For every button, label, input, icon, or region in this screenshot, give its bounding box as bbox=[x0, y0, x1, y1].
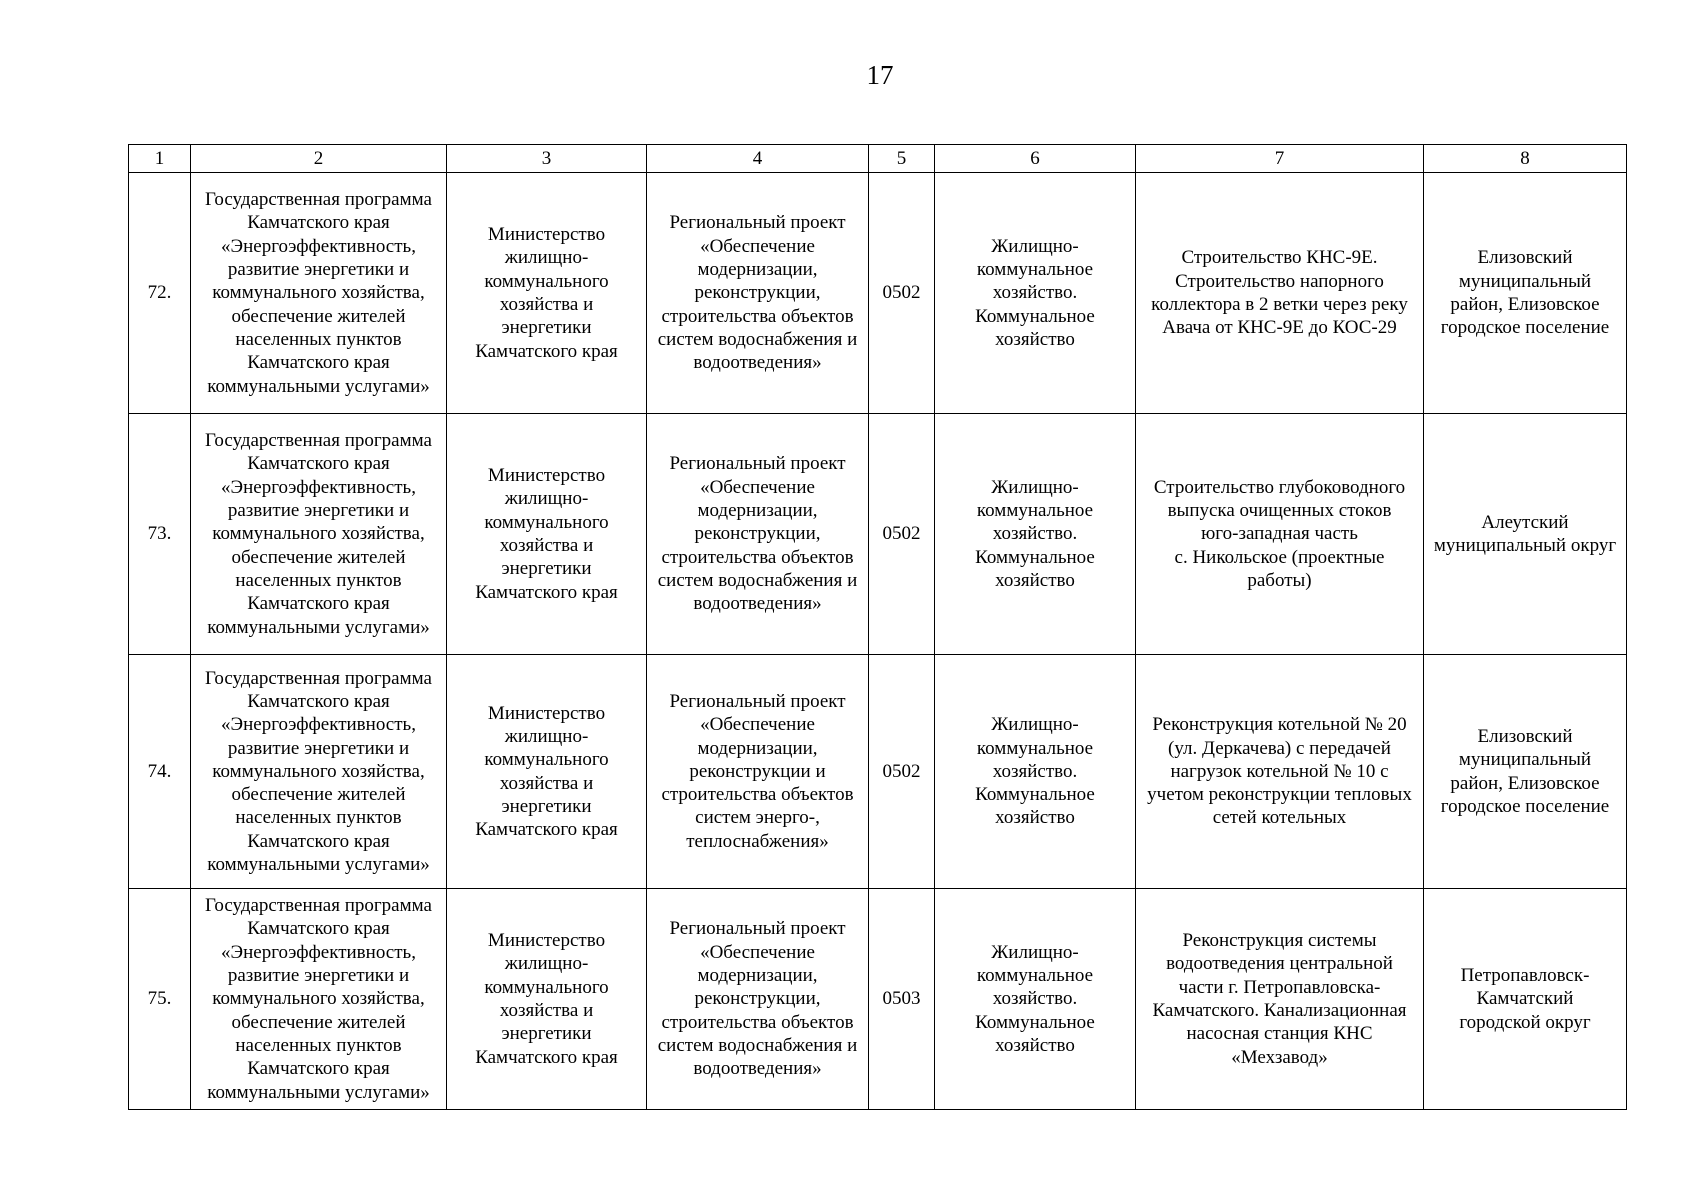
column-number-cell: 4 bbox=[647, 145, 869, 173]
column-number-cell: 6 bbox=[935, 145, 1136, 173]
location-cell: Елизовский муниципальный район, Елизовское городское поселение bbox=[1424, 173, 1627, 414]
object-cell: Реконструкция системы водоотведения центральной части г. Петропавловска- Камчатского. Канализационная насосная станция КНС «Мехзавод» bbox=[1136, 889, 1424, 1110]
code-cell: 0503 bbox=[869, 889, 935, 1110]
program-cell: Государственная программа Камчатского края «Энергоэффективность, развитие энергетики и коммунального хозяйства, обеспечение жителей населенных пунктов Камчатского края коммунальными услугами» bbox=[191, 414, 447, 655]
executor-cell: Министерство жилищно- коммунального хозяйства и энергетики Камчатского края bbox=[447, 889, 647, 1110]
row-number-cell: 72. bbox=[129, 173, 191, 414]
column-number-cell: 7 bbox=[1136, 145, 1424, 173]
sector-cell: Жилищно- коммунальное хозяйство. Коммунальное хозяйство bbox=[935, 414, 1136, 655]
project-cell: Региональный проект «Обеспечение модернизации, реконструкции, строительства объектов систем водоснабжения и водоотведения» bbox=[647, 414, 869, 655]
table-row bbox=[129, 655, 1627, 889]
object-cell: Строительство КНС-9Е. Строительство напорного коллектора в 2 ветки через реку Авача от КНС-9Е до КОС-29 bbox=[1136, 173, 1424, 414]
objects-table bbox=[128, 144, 1627, 1110]
program-cell: Государственная программа Камчатского края «Энергоэффективность, развитие энергетики и коммунального хозяйства, обеспечение жителей населенных пунктов Камчатского края коммунальными услугами» bbox=[191, 655, 447, 889]
location-cell: Алеутский муниципальный округ bbox=[1424, 414, 1627, 655]
code-cell: 0502 bbox=[869, 655, 935, 889]
object-cell: Строительство глубоководного выпуска очищенных стоков юго-западная часть с. Никольское (проектные работы) bbox=[1136, 414, 1424, 655]
table-row bbox=[129, 173, 1627, 414]
column-number-cell: 1 bbox=[129, 145, 191, 173]
sector-cell: Жилищно- коммунальное хозяйство. Коммунальное хозяйство bbox=[935, 173, 1136, 414]
location-cell: Петропавловск- Камчатский городской округ bbox=[1424, 889, 1627, 1110]
project-cell: Региональный проект «Обеспечение модернизации, реконструкции и строительства объектов систем энерго-, теплоснабжения» bbox=[647, 655, 869, 889]
program-cell: Государственная программа Камчатского края «Энергоэффективность, развитие энергетики и коммунального хозяйства, обеспечение жителей населенных пунктов Камчатского края коммунальными услугами» bbox=[191, 889, 447, 1110]
object-cell: Реконструкция котельной № 20 (ул. Деркачева) с передачей нагрузок котельной № 10 с учетом реконструкции тепловых сетей котельных bbox=[1136, 655, 1424, 889]
sector-cell: Жилищно- коммунальное хозяйство. Коммунальное хозяйство bbox=[935, 655, 1136, 889]
column-number-cell: 2 bbox=[191, 145, 447, 173]
page-number: 17 bbox=[866, 60, 894, 90]
column-number-cell: 3 bbox=[447, 145, 647, 173]
row-number-cell: 73. bbox=[129, 414, 191, 655]
column-numbers-row bbox=[129, 145, 1627, 173]
executor-cell: Министерство жилищно- коммунального хозяйства и энергетики Камчатского края bbox=[447, 173, 647, 414]
executor-cell: Министерство жилищно- коммунального хозяйства и энергетики Камчатского края bbox=[447, 655, 647, 889]
table-row bbox=[129, 414, 1627, 655]
project-cell: Региональный проект «Обеспечение модернизации, реконструкции, строительства объектов систем водоснабжения и водоотведения» bbox=[647, 173, 869, 414]
code-cell: 0502 bbox=[869, 414, 935, 655]
code-cell: 0502 bbox=[869, 173, 935, 414]
column-number-cell: 5 bbox=[869, 145, 935, 173]
table-row bbox=[129, 889, 1627, 1110]
row-number-cell: 74. bbox=[129, 655, 191, 889]
project-cell: Региональный проект «Обеспечение модернизации, реконструкции, строительства объектов систем водоснабжения и водоотведения» bbox=[647, 889, 869, 1110]
column-number-cell: 8 bbox=[1424, 145, 1627, 173]
program-cell: Государственная программа Камчатского края «Энергоэффективность, развитие энергетики и коммунального хозяйства, обеспечение жителей населенных пунктов Камчатского края коммунальными услугами» bbox=[191, 173, 447, 414]
executor-cell: Министерство жилищно- коммунального хозяйства и энергетики Камчатского края bbox=[447, 414, 647, 655]
location-cell: Елизовский муниципальный район, Елизовское городское поселение bbox=[1424, 655, 1627, 889]
row-number-cell: 75. bbox=[129, 889, 191, 1110]
sector-cell: Жилищно- коммунальное хозяйство. Коммунальное хозяйство bbox=[935, 889, 1136, 1110]
